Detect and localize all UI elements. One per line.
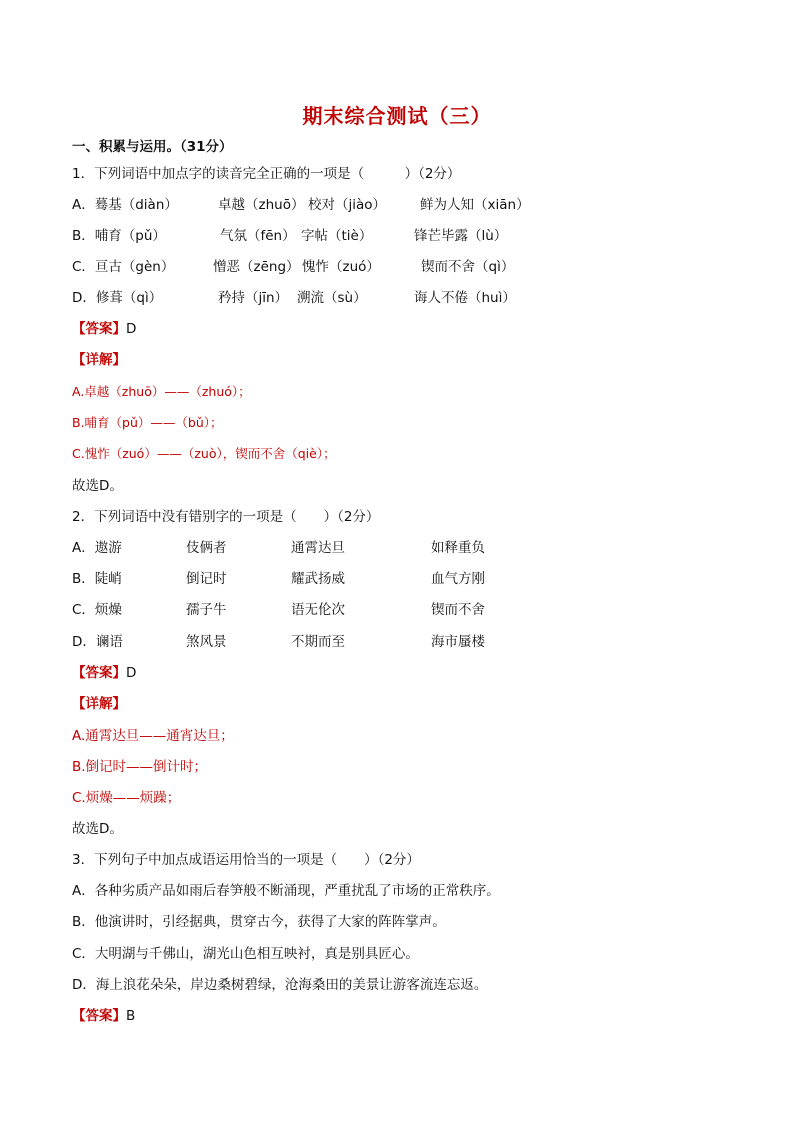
question-2-option-b: [72, 570, 732, 588]
question-2-option-d: [72, 633, 732, 651]
answer-value: D: [126, 665, 137, 681]
detail-tag: 【详解】: [72, 352, 126, 368]
option-item: B．陡峭: [72, 571, 122, 587]
option-item: 通霄达旦: [291, 540, 345, 556]
option-item: 如释重负: [431, 540, 485, 556]
detail-line: A.通霄达旦——通宵达旦；: [72, 728, 234, 744]
option-item: 倒记时: [186, 571, 227, 587]
option-item: 憎恶（zēng）: [213, 259, 300, 275]
option-item: 溯流（sù）: [297, 290, 367, 306]
option-item: 气氛（fēn）: [220, 228, 296, 244]
option-item: 煞风景: [186, 634, 227, 650]
question-3-option-b: B．他演讲时，引经据典，贯穿古今，获得了大家的阵阵掌声。: [72, 914, 446, 930]
option-item: C．烦燥: [72, 602, 122, 618]
option-item: 血气方刚: [431, 571, 485, 587]
detail-line: C.愧怍（zuó）——（zuò），锲而不舍（qiè）；: [72, 446, 336, 461]
question-3-option-c: C．大明湖与千佛山，湖光山色相互映衬，真是别具匠心。: [72, 946, 419, 962]
detail-line: C.烦燥——烦躁；: [72, 790, 181, 806]
answer-tag: 【答案】: [72, 321, 126, 337]
answer-value: D: [126, 321, 137, 337]
option-item: 锋芒毕露（lù）: [414, 228, 508, 244]
question-3-option-d: D．海上浪花朵朵，岸边桑树碧绿，沧海桑田的美景让游客流连忘返。: [72, 977, 488, 993]
option-item: 孺子牛: [186, 602, 227, 618]
answer-tag: 【答案】: [72, 1008, 126, 1024]
option-item: 锲而不舍: [431, 602, 485, 618]
option-item: 耀武扬威: [291, 571, 345, 587]
question-1-option-d: [72, 289, 732, 307]
answer-value: B: [126, 1008, 136, 1024]
option-item: 海市蜃楼: [431, 634, 485, 650]
question-2-option-c: [72, 601, 732, 619]
answer-line: [72, 320, 136, 338]
answer-line: [72, 664, 136, 682]
page-title: 期末综合测试（三）: [302, 104, 492, 128]
question-1-option-b: [72, 227, 732, 245]
option-item: D．谰语: [72, 634, 123, 650]
option-item: 语无伦次: [291, 602, 345, 618]
question-2-option-a: [72, 539, 732, 557]
option-item: B．哺育（pǔ）: [72, 228, 166, 244]
detail-line: B.倒记时——倒计时；: [72, 759, 208, 775]
question-2-stem: 2．下列词语中没有错别字的一项是（ ）（2分）: [72, 509, 380, 525]
option-item: 伎俩者: [186, 540, 227, 556]
answer-line: [72, 1007, 135, 1025]
question-1-stem: 1．下列词语中加点字的读音完全正确的一项是（ ）（2分）: [72, 166, 461, 182]
detail-line: A.卓越（zhuō）——（zhuó）；: [72, 384, 251, 399]
conclusion-line: 故选D。: [72, 821, 123, 837]
detail-tag: 【详解】: [72, 696, 126, 712]
option-item: 字帖（tiè）: [301, 228, 373, 244]
question-3-option-a: A．各种劣质产品如雨后春笋般不断涌现，严重扰乱了市场的正常秩序。: [72, 883, 500, 899]
option-item: 矜持（jīn）: [218, 290, 289, 306]
answer-tag: 【答案】: [72, 665, 126, 681]
option-item: A．遨游: [72, 540, 122, 556]
option-item: D．修葺（qì）: [72, 290, 163, 306]
section-heading: 一、积累与运用。（31分）: [72, 139, 233, 155]
option-item: 鲜为人知（xiān）: [420, 197, 530, 213]
option-item: A．蓦基（diàn）: [72, 197, 178, 213]
question-1-option-c: [72, 258, 732, 276]
option-item: 不期而至: [291, 634, 345, 650]
option-item: C．亘古（gèn）: [72, 259, 175, 275]
question-3-stem: 3．下列句子中加点成语运用恰当的一项是（ ）（2分）: [72, 852, 420, 868]
option-item: 校对（jiào）: [308, 197, 387, 213]
option-item: 诲人不倦（huì）: [414, 290, 516, 306]
option-item: 愧怍（zuó）: [302, 259, 380, 275]
detail-line: B.哺育（pǔ）——（bǔ）；: [72, 415, 223, 430]
conclusion-line: 故选D。: [72, 478, 123, 494]
option-item: 锲而不舍（qì）: [421, 259, 515, 275]
option-item: 卓越（zhuō）: [218, 197, 305, 213]
question-1-option-a: [72, 196, 732, 214]
